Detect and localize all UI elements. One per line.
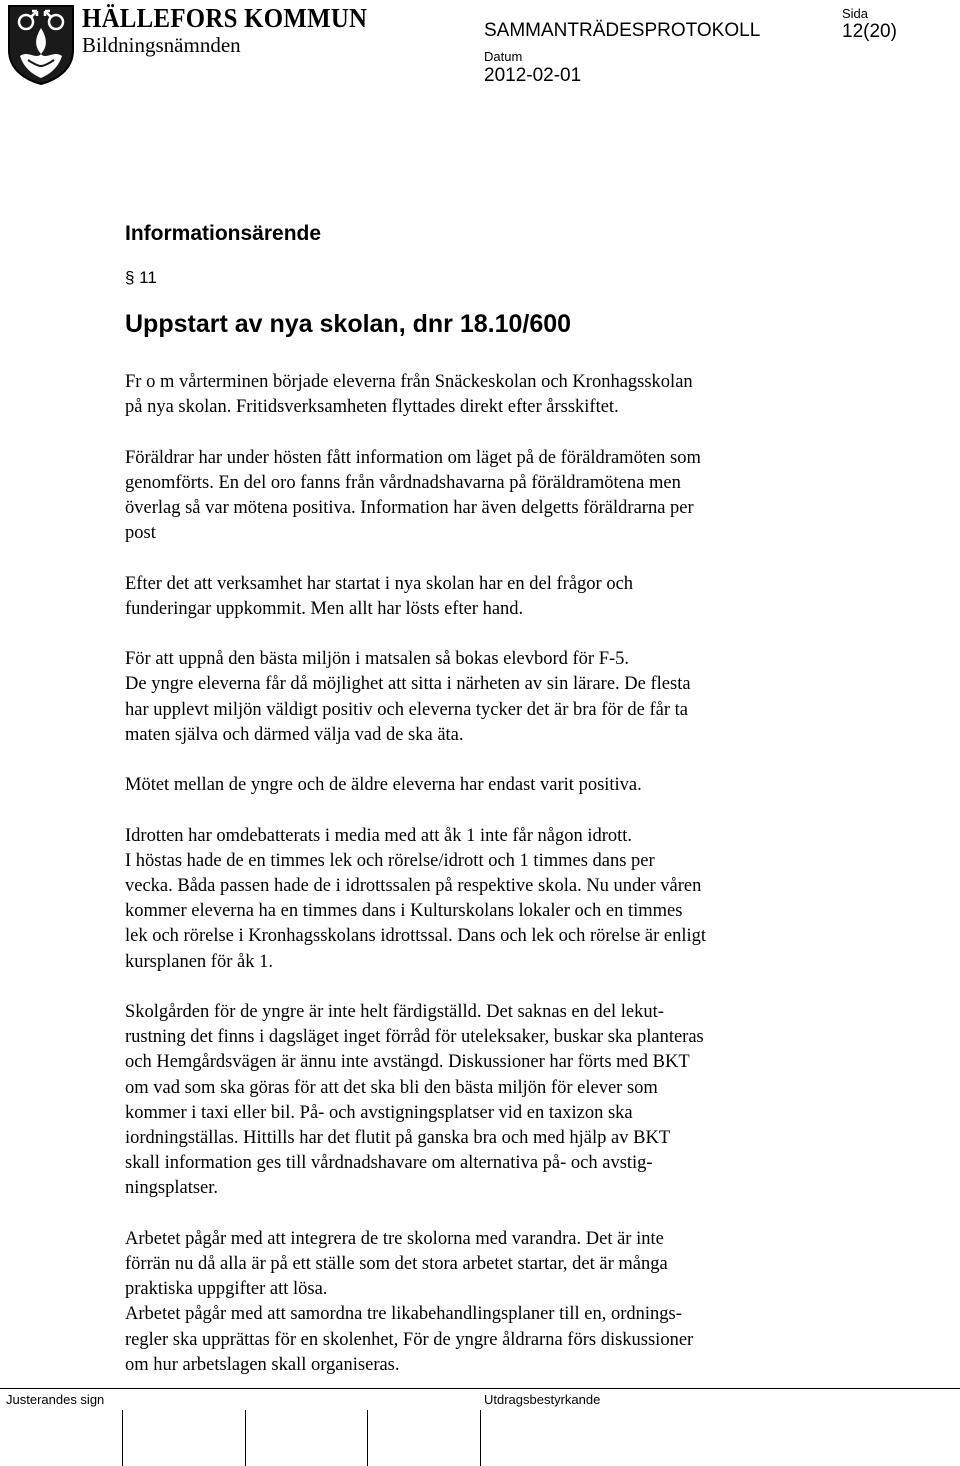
organization-name: HÄLLEFORS KOMMUN [82, 3, 368, 33]
text-line: om hur arbetslagen skall organiseras. [125, 1354, 400, 1375]
footer-divider [0, 1388, 960, 1389]
paragraph [125, 446, 825, 547]
coat-of-arms-logo [6, 4, 76, 86]
certification-label: Utdragsbestyrkande [484, 1392, 601, 1407]
section-heading: Informationsärende [125, 222, 322, 245]
department-name: Bildningsnämnden [82, 33, 241, 57]
text-line: regler ska upprättas för en skolenhet, För de yngre åldrarna förs diskussioner [125, 1329, 694, 1350]
text-line: vecka. Båda passen hade de i idrottssalen på respektive skola. Nu under våren [125, 875, 702, 896]
page-number: 12(20) [842, 21, 897, 42]
text-line: om vad som ska göras för att det ska bli den bästa miljön för elever som [125, 1077, 658, 1098]
text-line: kommer i taxi eller bil. På- och avstigningsplatser vid en taxizon ska [125, 1102, 633, 1123]
text-line: maten själva och därmed välja vad de ska äta. [125, 724, 464, 745]
text-line: skall information ges till vårdnadshavare om alternativa på- och avstig- [125, 1153, 653, 1174]
text-line: Idrotten har omdebatterats i media med att åk 1 inte får någon idrott. [125, 825, 633, 846]
signature-box-divider [480, 1410, 481, 1466]
document-type: SAMMANTRÄDESPROTOKOLL [484, 20, 761, 41]
text-line: post [125, 523, 156, 544]
text-line: funderingar uppkommit. Men allt har lösts efter hand. [125, 598, 524, 619]
text-line: rustning det finns i dagsläget inget förråd för uteleksaker, buskar ska planteras [125, 1027, 704, 1048]
text-line: I höstas hade de en timmes lek och rörelse/idrott och 1 timmes dans per [125, 850, 655, 871]
text-line: genomförts. En del oro fanns från vårdnadshavarna på föräldramötena men [125, 472, 681, 493]
signature-box-divider [245, 1410, 246, 1466]
text-line: överlag så var mötena positiva. Information har även delgetts föräldrarna per [125, 498, 694, 518]
text-line: För att uppnå den bästa miljön i matsalen så bokas elevbord för F-5. [125, 649, 630, 670]
text-line: iordningställas. Hittills har det flutit på ganska bra och med hjälp av BKT [125, 1128, 671, 1148]
text-line: Föräldrar har under hösten fått information om läget på de föräldramöten som [125, 447, 701, 468]
paragraph [125, 370, 825, 420]
text-line: lek och rörelse i Kronhagsskolans idrottssal. Dans och lek och rörelse är enligt [125, 926, 707, 947]
paragraph [125, 1302, 825, 1378]
text-line: förrän nu då alla är på ett ställe som det stora arbetet startar, det är många [125, 1254, 668, 1274]
paragraph [125, 647, 825, 748]
text-line: Arbetet pågår med att samordna tre likabehandlingsplaner till en, ordnings- [125, 1304, 682, 1325]
text-line: Arbetet pågår med att integrera de tre skolorna med varandra. Det är inte [125, 1228, 664, 1249]
paragraph [125, 572, 825, 622]
text-line: på nya skolan. Fritidsverksamheten flyttades direkt efter årsskiftet. [125, 397, 619, 418]
text-line: De yngre eleverna får då möjlighet att sitta i närheten av sin lärare. De flesta [125, 674, 691, 695]
signature-box-divider [367, 1410, 368, 1466]
text-line: ningsplatser. [125, 1178, 219, 1199]
text-line: har upplevt miljön väldigt positiv och eleverna tycker det är bra för de får ta [125, 699, 689, 720]
date-value: 2012-02-01 [484, 65, 582, 86]
signature-label: Justerandes sign [6, 1392, 105, 1407]
paragraph [125, 824, 825, 975]
text-line: praktiska uppgifter att lösa. [125, 1279, 328, 1300]
paragraph [125, 1227, 825, 1303]
date-label: Datum [484, 49, 523, 64]
text-line: Fr o m vårterminen började eleverna från Snäckeskolan och Kronhagsskolan [125, 372, 693, 392]
text-line: kursplanen för åk 1. [125, 951, 273, 972]
paragraph-number: § 11 [125, 268, 157, 287]
paragraph [125, 773, 825, 798]
text-line: Mötet mellan de yngre och de äldre eleverna har endast varit positiva. [125, 775, 642, 796]
signature-box-divider [122, 1410, 123, 1466]
text-line: Skolgården för de yngre är inte helt färdigställd. Det saknas en del lekut- [125, 1001, 664, 1022]
text-line: Efter det att verksamhet har startat i nya skolan har en del frågor och [125, 573, 634, 594]
paragraph [125, 1000, 825, 1202]
agenda-item-title: Uppstart av nya skolan, dnr 18.10/600 [125, 310, 572, 338]
text-line: och Hemgårdsvägen är ännu inte avstängd. Diskussioner har förts med BKT [125, 1052, 690, 1073]
text-line: kommer eleverna ha en timmes dans i Kulturskolans lokaler och en timmes [125, 901, 683, 922]
protocol-body [125, 370, 825, 1378]
page-label: Sida [842, 6, 869, 21]
